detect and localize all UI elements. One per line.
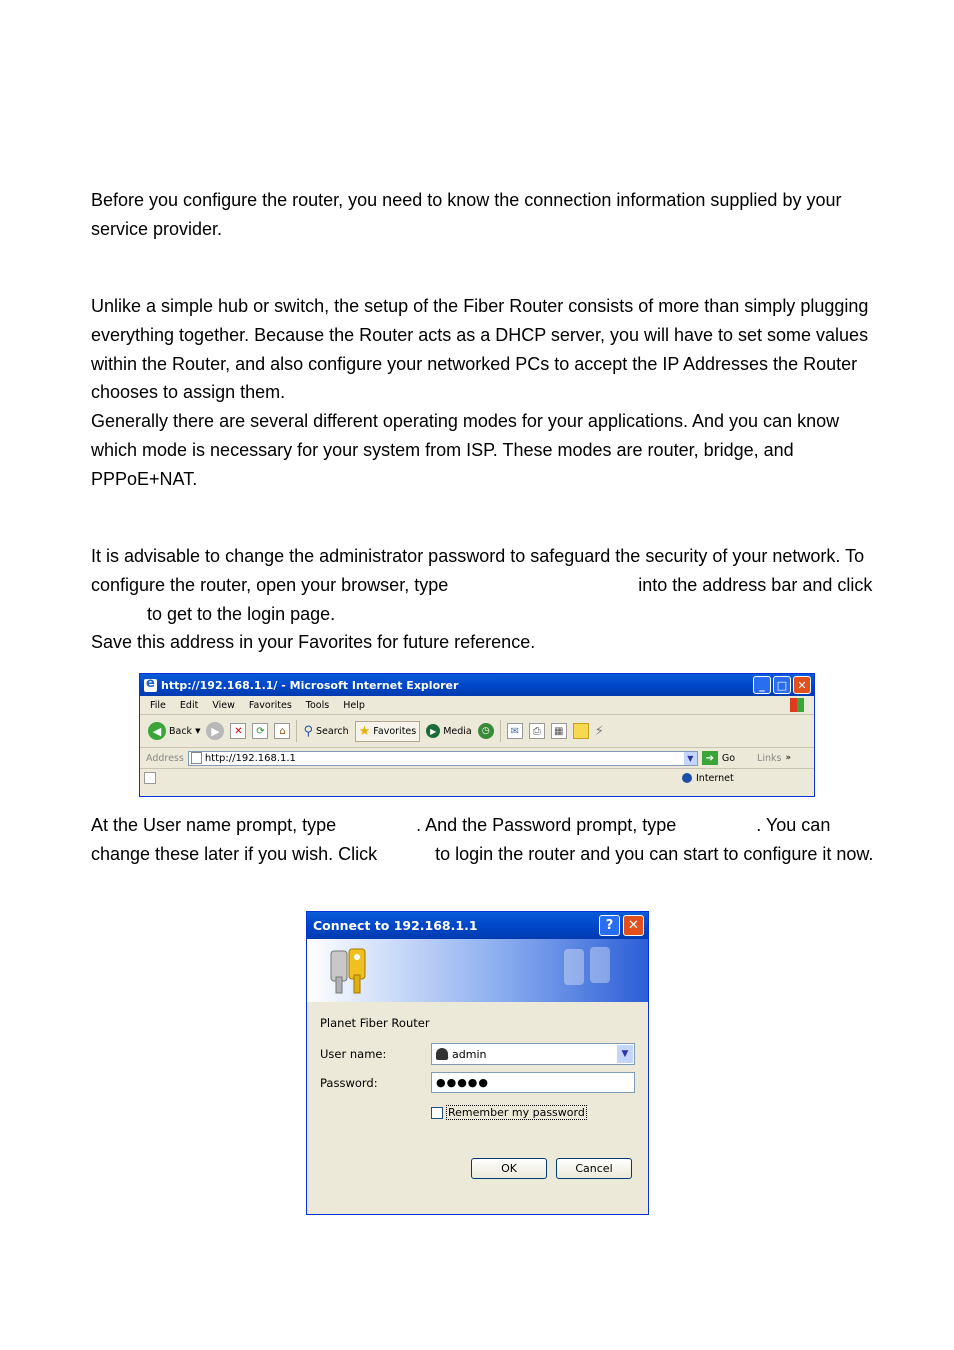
chevron-down-icon[interactable]: ▼ — [617, 1045, 633, 1063]
forward-arrow-icon[interactable]: ▶ — [206, 722, 224, 740]
favorites-label: Favorites — [373, 725, 417, 737]
menu-favorites[interactable]: Favorites — [248, 699, 292, 711]
address-label: Address — [146, 752, 184, 764]
edit-icon[interactable]: ▦ — [551, 723, 567, 739]
paragraph-operating-modes: Generally there are several different operating modes for your applications. And you can know which mode is necessary for your system from ISP. These modes are router, bridge, and PPPoE+NAT. — [91, 411, 840, 489]
dialog-titlebar — [307, 912, 648, 939]
links-label[interactable]: Links — [757, 752, 782, 764]
menu-edit[interactable]: Edit — [179, 699, 199, 711]
zone-indicator — [682, 773, 734, 784]
browser-menubar — [140, 696, 814, 715]
menu-file[interactable]: File — [150, 699, 166, 711]
back-button[interactable] — [148, 722, 200, 740]
zone-label: Internet — [696, 772, 734, 784]
address-value: http://192.168.1.1 — [204, 752, 296, 764]
password-field[interactable] — [431, 1072, 635, 1093]
toolbar-divider — [500, 720, 501, 742]
go-arrow-icon[interactable]: ➔ — [702, 751, 718, 765]
login-instructions-part1: It is advisable to change the administrator password to safeguard the security of your network. To configure the router, open your browser, type — [91, 546, 865, 595]
go-label[interactable]: Go — [721, 752, 736, 764]
address-bar — [140, 748, 814, 769]
paragraph-setup-overview: Unlike a simple hub or switch, the setup of the Fiber Router consists of more than simply plugging everything together. Because the Router acts as a DHCP server, you will have to set some values within the Router, and also configure your networked PCs to accept the IP Addresses the Router chooses to assign them. — [91, 296, 869, 403]
home-icon[interactable]: ⌂ — [274, 723, 290, 739]
close-icon[interactable]: ✕ — [623, 915, 644, 936]
credentials-part1: At the User name prompt, type — [91, 815, 337, 835]
chevron-down-icon: ▼ — [195, 727, 201, 735]
ie-icon — [144, 679, 157, 692]
favorites-button[interactable] — [355, 721, 421, 742]
credentials-part3: . You can change these later if you wish. Click — [91, 815, 831, 864]
keys-watermark-icon — [558, 945, 628, 1000]
search-button[interactable] — [303, 724, 348, 739]
username-value: admin — [452, 1047, 487, 1061]
password-label: Password: — [320, 1076, 378, 1090]
search-icon: ⚲ — [303, 723, 313, 739]
menu-help[interactable]: Help — [343, 699, 365, 711]
messenger-icon[interactable]: ⚡ — [594, 723, 604, 739]
page-status-icon — [144, 772, 156, 784]
star-icon: ★ — [358, 723, 371, 739]
browser-titlebar — [140, 674, 814, 696]
media-button[interactable] — [426, 724, 472, 738]
menu-view[interactable]: View — [212, 699, 235, 711]
login-instructions-part3: to get to the login page. — [147, 603, 336, 624]
history-icon[interactable]: ◷ — [478, 723, 494, 739]
menu-tools[interactable]: Tools — [305, 699, 330, 711]
paragraph-login-instructions — [91, 542, 881, 628]
login-instructions-part2: into the address bar and click — [638, 574, 873, 595]
chevron-right-icon[interactable]: » — [785, 753, 791, 763]
paragraph-prerequisites: Before you configure the router, you need to know the connection information supplied by your service provider. — [91, 190, 842, 239]
user-icon — [436, 1048, 448, 1060]
credentials-part4: to login the router and you can start to configure it now. — [435, 843, 874, 864]
discuss-icon[interactable] — [573, 723, 589, 739]
login-dialog — [306, 911, 649, 1215]
globe-icon — [682, 773, 692, 783]
minimize-icon[interactable]: _ — [753, 676, 771, 694]
refresh-icon[interactable]: ⟳ — [252, 723, 268, 739]
mail-icon[interactable]: ✉ — [507, 723, 523, 739]
paragraph-favorites-tip: Save this address in your Favorites for future reference. — [91, 632, 536, 652]
username-label: User name: — [320, 1047, 387, 1061]
remember-password-checkbox[interactable] — [431, 1105, 587, 1120]
username-field[interactable] — [431, 1043, 635, 1065]
media-icon: ▶ — [426, 724, 440, 738]
help-icon[interactable]: ? — [599, 915, 620, 936]
print-icon[interactable]: ⎙ — [529, 723, 545, 739]
chevron-down-icon[interactable]: ▼ — [684, 752, 697, 765]
cancel-button[interactable]: Cancel — [556, 1158, 632, 1179]
browser-toolbar — [140, 715, 814, 748]
search-label: Search — [316, 725, 349, 737]
realm-label: Planet Fiber Router — [320, 1016, 430, 1030]
close-icon[interactable]: ✕ — [793, 676, 811, 694]
back-arrow-icon: ◀ — [148, 722, 166, 740]
browser-window — [139, 673, 815, 797]
windows-logo-icon — [790, 698, 804, 712]
paragraph-credentials — [91, 811, 881, 869]
page-icon — [191, 752, 202, 764]
credentials-part2: . And the Password prompt, type — [416, 815, 677, 835]
back-label: Back — [169, 725, 193, 737]
media-label: Media — [443, 725, 472, 737]
remember-password-label: Remember my password — [448, 1106, 585, 1119]
stop-icon[interactable]: ✕ — [230, 723, 246, 739]
ok-button[interactable]: OK — [471, 1158, 547, 1179]
toolbar-divider — [296, 720, 297, 742]
dialog-banner — [307, 939, 648, 1002]
status-bar — [140, 769, 814, 787]
dialog-title: Connect to 192.168.1.1 — [313, 918, 478, 933]
checkbox-box[interactable] — [431, 1107, 443, 1119]
address-input[interactable] — [188, 751, 698, 766]
password-value: ●●●●● — [436, 1076, 489, 1089]
maximize-icon[interactable]: □ — [773, 676, 791, 694]
browser-title: http://192.168.1.1/ - Microsoft Internet Explorer — [161, 678, 459, 692]
keys-icon — [327, 947, 375, 997]
